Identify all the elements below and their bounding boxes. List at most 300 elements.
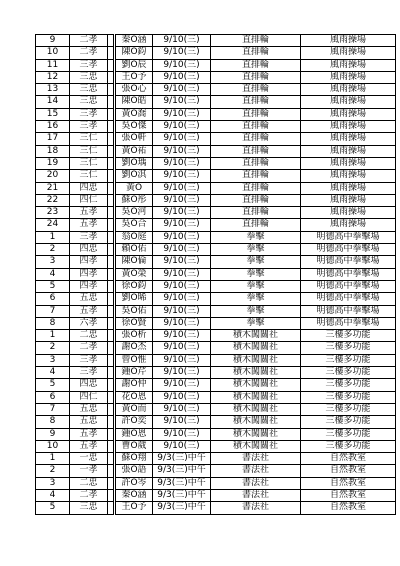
student-name: 黃O而 — [115, 403, 153, 415]
location: 風雨操場 — [301, 170, 396, 182]
table-row — [36, 71, 396, 83]
session-time: 9/10(三) — [153, 403, 211, 415]
class-cell: 五忠 — [70, 293, 108, 305]
class-cell: 四孝 — [70, 256, 108, 268]
location: 三樓多功能 — [301, 367, 396, 379]
table-row — [36, 96, 396, 108]
location: 三樓多功能 — [301, 391, 396, 403]
club-name: 積木闖關社 — [211, 403, 301, 415]
table-row — [36, 330, 396, 342]
club-name: 書法社 — [211, 502, 301, 514]
class-cell: 三孝 — [70, 59, 108, 71]
location: 風雨操場 — [301, 84, 396, 96]
location: 風雨操場 — [301, 59, 396, 71]
club-name: 積木闖關社 — [211, 354, 301, 366]
class-cell: 五孝 — [70, 440, 108, 452]
location: 明德高中拳擊場 — [301, 280, 396, 292]
table-row — [36, 244, 396, 256]
location: 明德高中拳擊場 — [301, 293, 396, 305]
row-number: 14 — [36, 96, 70, 108]
session-time: 9/10(三) — [153, 47, 211, 59]
club-name: 直排輪 — [211, 194, 301, 206]
row-number: 18 — [36, 145, 70, 157]
table-row — [36, 502, 396, 514]
separator-cell — [108, 391, 115, 403]
location: 明德高中拳擊場 — [301, 231, 396, 243]
student-name: 陳O鈞 — [115, 47, 153, 59]
row-number: 3 — [36, 256, 70, 268]
roster-table — [35, 34, 396, 515]
session-time: 9/3(三)中午 — [153, 453, 211, 465]
student-name: 曹O葳 — [115, 440, 153, 452]
row-number: 10 — [36, 440, 70, 452]
session-time: 9/10(三) — [153, 59, 211, 71]
student-name: 劉O晞 — [115, 293, 153, 305]
row-number: 8 — [36, 317, 70, 329]
club-name: 書法社 — [211, 453, 301, 465]
class-cell: 三忠 — [70, 96, 108, 108]
location: 明德高中拳擊場 — [301, 256, 396, 268]
class-cell: 一孝 — [70, 465, 108, 477]
separator-cell — [108, 354, 115, 366]
session-time: 9/10(三) — [153, 71, 211, 83]
class-cell: 三孝 — [70, 231, 108, 243]
table-row — [36, 170, 396, 182]
session-time: 9/10(三) — [153, 354, 211, 366]
class-cell: 四仁 — [70, 391, 108, 403]
table-row — [36, 231, 396, 243]
separator-cell — [108, 170, 115, 182]
student-name: 吳O合 — [115, 219, 153, 231]
student-name: 謝O杰 — [115, 342, 153, 354]
club-name: 積木闖關社 — [211, 416, 301, 428]
student-name: 秦O涵 — [115, 35, 153, 47]
location: 三樓多功能 — [301, 440, 396, 452]
row-number: 5 — [36, 280, 70, 292]
table-row — [36, 465, 396, 477]
row-number: 7 — [36, 305, 70, 317]
class-cell: 三仁 — [70, 157, 108, 169]
separator-cell — [108, 453, 115, 465]
class-cell: 三孝 — [70, 354, 108, 366]
session-time: 9/10(三) — [153, 219, 211, 231]
separator-cell — [108, 416, 115, 428]
student-name: 張O析 — [115, 330, 153, 342]
table-row — [36, 145, 396, 157]
separator-cell — [108, 330, 115, 342]
row-number: 6 — [36, 293, 70, 305]
table-row — [36, 84, 396, 96]
table-row — [36, 194, 396, 206]
table-row — [36, 108, 396, 120]
club-name: 拳擊 — [211, 317, 301, 329]
student-name: 劉O瑀 — [115, 157, 153, 169]
club-name: 書法社 — [211, 477, 301, 489]
separator-cell — [108, 84, 115, 96]
table-row — [36, 453, 396, 465]
table-row — [36, 305, 396, 317]
row-number: 3 — [36, 477, 70, 489]
location: 風雨操場 — [301, 145, 396, 157]
session-time: 9/10(三) — [153, 194, 211, 206]
row-number: 4 — [36, 268, 70, 280]
table-row — [36, 477, 396, 489]
class-cell: 三忠 — [70, 502, 108, 514]
session-time: 9/10(三) — [153, 268, 211, 280]
row-number: 7 — [36, 403, 70, 415]
student-name: 陳O倫 — [115, 256, 153, 268]
row-number: 2 — [36, 465, 70, 477]
row-number: 4 — [36, 489, 70, 501]
location: 風雨操場 — [301, 47, 396, 59]
class-cell: 一忠 — [70, 453, 108, 465]
table-row — [36, 379, 396, 391]
class-cell: 二孝 — [70, 489, 108, 501]
session-time: 9/10(三) — [153, 342, 211, 354]
row-number: 1 — [36, 330, 70, 342]
session-time: 9/10(三) — [153, 207, 211, 219]
club-name: 直排輪 — [211, 108, 301, 120]
class-cell: 三仁 — [70, 145, 108, 157]
separator-cell — [108, 305, 115, 317]
class-cell: 五孝 — [70, 305, 108, 317]
club-name: 直排輪 — [211, 170, 301, 182]
student-name: 蘇O翔 — [115, 453, 153, 465]
row-number: 15 — [36, 108, 70, 120]
separator-cell — [108, 194, 115, 206]
class-cell: 五忠 — [70, 403, 108, 415]
session-time: 9/10(三) — [153, 35, 211, 47]
row-number: 17 — [36, 133, 70, 145]
club-name: 直排輪 — [211, 182, 301, 194]
club-name: 直排輪 — [211, 133, 301, 145]
table-row — [36, 354, 396, 366]
location: 自然教室 — [301, 489, 396, 501]
roster-body — [36, 35, 396, 515]
student-name: 王O予 — [115, 71, 153, 83]
session-time: 9/10(三) — [153, 280, 211, 292]
separator-cell — [108, 342, 115, 354]
row-number: 12 — [36, 71, 70, 83]
separator-cell — [108, 96, 115, 108]
class-cell: 四孝 — [70, 280, 108, 292]
student-name: 張O心 — [115, 84, 153, 96]
table-row — [36, 219, 396, 231]
separator-cell — [108, 121, 115, 133]
session-time: 9/10(三) — [153, 293, 211, 305]
class-cell: 三孝 — [70, 367, 108, 379]
location: 風雨操場 — [301, 207, 396, 219]
location: 風雨操場 — [301, 121, 396, 133]
location: 明德高中拳擊場 — [301, 268, 396, 280]
separator-cell — [108, 59, 115, 71]
session-time: 9/10(三) — [153, 84, 211, 96]
table-row — [36, 59, 396, 71]
table-row — [36, 440, 396, 452]
row-number: 9 — [36, 428, 70, 440]
table-row — [36, 256, 396, 268]
table-row — [36, 317, 396, 329]
student-name: 賴O佑 — [115, 244, 153, 256]
session-time: 9/10(三) — [153, 317, 211, 329]
table-row — [36, 403, 396, 415]
row-number: 16 — [36, 121, 70, 133]
separator-cell — [108, 207, 115, 219]
location: 風雨操場 — [301, 194, 396, 206]
separator-cell — [108, 317, 115, 329]
separator-cell — [108, 293, 115, 305]
session-time: 9/10(三) — [153, 428, 211, 440]
row-number: 21 — [36, 182, 70, 194]
club-name: 書法社 — [211, 465, 301, 477]
table-row — [36, 121, 396, 133]
class-cell: 二忠 — [70, 330, 108, 342]
student-name: 黃O榮 — [115, 268, 153, 280]
student-name: 張O語 — [115, 465, 153, 477]
separator-cell — [108, 145, 115, 157]
session-time: 9/10(三) — [153, 157, 211, 169]
location: 明德高中拳擊場 — [301, 317, 396, 329]
class-cell: 三忠 — [70, 71, 108, 83]
club-name: 積木闖關社 — [211, 330, 301, 342]
student-name: 劉O淇 — [115, 170, 153, 182]
separator-cell — [108, 440, 115, 452]
separator-cell — [108, 244, 115, 256]
session-time: 9/10(三) — [153, 379, 211, 391]
student-name: 曾O惟 — [115, 354, 153, 366]
session-time: 9/10(三) — [153, 391, 211, 403]
location: 風雨操場 — [301, 108, 396, 120]
row-number: 3 — [36, 354, 70, 366]
student-name: 劉O辰 — [115, 59, 153, 71]
row-number: 9 — [36, 35, 70, 47]
club-name: 積木闖關社 — [211, 391, 301, 403]
club-name: 直排輪 — [211, 207, 301, 219]
session-time: 9/10(三) — [153, 121, 211, 133]
table-row — [36, 342, 396, 354]
class-cell: 四仁 — [70, 194, 108, 206]
session-time: 9/10(三) — [153, 305, 211, 317]
club-name: 直排輪 — [211, 157, 301, 169]
class-cell: 四孝 — [70, 268, 108, 280]
student-name: 吳O河 — [115, 207, 153, 219]
student-name: 陳O皓 — [115, 96, 153, 108]
separator-cell — [108, 108, 115, 120]
club-name: 直排輪 — [211, 71, 301, 83]
separator-cell — [108, 465, 115, 477]
location: 風雨操場 — [301, 157, 396, 169]
club-name: 直排輪 — [211, 219, 301, 231]
student-name: 鍾O恩 — [115, 428, 153, 440]
separator-cell — [108, 157, 115, 169]
row-number: 10 — [36, 47, 70, 59]
row-number: 8 — [36, 416, 70, 428]
row-number: 24 — [36, 219, 70, 231]
separator-cell — [108, 133, 115, 145]
club-name: 拳擊 — [211, 244, 301, 256]
class-cell: 二孝 — [70, 35, 108, 47]
club-name: 積木闖關社 — [211, 342, 301, 354]
club-name: 直排輪 — [211, 145, 301, 157]
location: 自然教室 — [301, 502, 396, 514]
separator-cell — [108, 182, 115, 194]
club-name: 拳擊 — [211, 293, 301, 305]
class-cell: 三仁 — [70, 170, 108, 182]
student-name: 黃O喬 — [115, 108, 153, 120]
class-cell: 二忠 — [70, 477, 108, 489]
class-cell: 三仁 — [70, 133, 108, 145]
session-time: 9/10(三) — [153, 244, 211, 256]
separator-cell — [108, 35, 115, 47]
session-time: 9/3(三)中午 — [153, 502, 211, 514]
session-time: 9/10(三) — [153, 367, 211, 379]
location: 風雨操場 — [301, 71, 396, 83]
separator-cell — [108, 280, 115, 292]
row-number: 5 — [36, 502, 70, 514]
club-name: 拳擊 — [211, 280, 301, 292]
row-number: 1 — [36, 453, 70, 465]
location: 風雨操場 — [301, 96, 396, 108]
class-cell: 六孝 — [70, 317, 108, 329]
separator-cell — [108, 477, 115, 489]
club-name: 積木闖關社 — [211, 379, 301, 391]
class-cell: 二孝 — [70, 342, 108, 354]
separator-cell — [108, 367, 115, 379]
club-name: 直排輪 — [211, 47, 301, 59]
row-number: 23 — [36, 207, 70, 219]
student-name: 徐O賢 — [115, 317, 153, 329]
session-time: 9/10(三) — [153, 440, 211, 452]
student-name: 黃O祐 — [115, 145, 153, 157]
separator-cell — [108, 231, 115, 243]
session-time: 9/10(三) — [153, 182, 211, 194]
table-row — [36, 268, 396, 280]
club-name: 書法社 — [211, 489, 301, 501]
table-row — [36, 293, 396, 305]
class-cell: 三忠 — [70, 84, 108, 96]
location: 明德高中拳擊場 — [301, 305, 396, 317]
club-name: 積木闖關社 — [211, 428, 301, 440]
location: 風雨操場 — [301, 35, 396, 47]
table-row — [36, 428, 396, 440]
row-number: 11 — [36, 59, 70, 71]
separator-cell — [108, 403, 115, 415]
session-time: 9/10(三) — [153, 170, 211, 182]
club-name: 拳擊 — [211, 305, 301, 317]
class-cell: 四忠 — [70, 379, 108, 391]
separator-cell — [108, 47, 115, 59]
student-name: 王O予 — [115, 502, 153, 514]
location: 明德高中拳擊場 — [301, 244, 396, 256]
location: 風雨操場 — [301, 219, 396, 231]
location: 三樓多功能 — [301, 416, 396, 428]
club-name: 直排輪 — [211, 59, 301, 71]
club-name: 直排輪 — [211, 84, 301, 96]
row-number: 4 — [36, 367, 70, 379]
club-name: 拳擊 — [211, 231, 301, 243]
session-time: 9/10(三) — [153, 256, 211, 268]
club-name: 直排輪 — [211, 96, 301, 108]
class-cell: 五孝 — [70, 219, 108, 231]
student-name: 謝O仲 — [115, 379, 153, 391]
student-name: 許O岑 — [115, 477, 153, 489]
table-row — [36, 47, 396, 59]
club-name: 直排輪 — [211, 121, 301, 133]
student-name: 黃O — [115, 182, 153, 194]
class-cell: 三孝 — [70, 108, 108, 120]
student-name: 許O奕 — [115, 416, 153, 428]
table-row — [36, 157, 396, 169]
location: 三樓多功能 — [301, 428, 396, 440]
session-time: 9/10(三) — [153, 145, 211, 157]
student-name: 蘇O彤 — [115, 194, 153, 206]
student-name: 花O恩 — [115, 391, 153, 403]
row-number: 6 — [36, 391, 70, 403]
separator-cell — [108, 219, 115, 231]
location: 自然教室 — [301, 465, 396, 477]
club-name: 積木闖關社 — [211, 367, 301, 379]
session-time: 9/10(三) — [153, 330, 211, 342]
session-time: 9/3(三)中午 — [153, 477, 211, 489]
class-cell: 二孝 — [70, 47, 108, 59]
location: 風雨操場 — [301, 133, 396, 145]
separator-cell — [108, 489, 115, 501]
table-row — [36, 207, 396, 219]
row-number: 5 — [36, 379, 70, 391]
separator-cell — [108, 379, 115, 391]
row-number: 1 — [36, 231, 70, 243]
location: 三樓多功能 — [301, 354, 396, 366]
student-name: 鍾O芹 — [115, 367, 153, 379]
separator-cell — [108, 268, 115, 280]
table-row — [36, 367, 396, 379]
class-cell: 五孝 — [70, 207, 108, 219]
class-cell: 五孝 — [70, 428, 108, 440]
student-name: 吳O佑 — [115, 305, 153, 317]
club-name: 拳擊 — [211, 268, 301, 280]
table-row — [36, 489, 396, 501]
table-row — [36, 182, 396, 194]
location: 三樓多功能 — [301, 342, 396, 354]
session-time: 9/10(三) — [153, 96, 211, 108]
student-name: 秦O涵 — [115, 489, 153, 501]
student-name: 吳O傑 — [115, 121, 153, 133]
row-number: 22 — [36, 194, 70, 206]
separator-cell — [108, 71, 115, 83]
club-name: 拳擊 — [211, 256, 301, 268]
row-number: 19 — [36, 157, 70, 169]
class-cell: 三孝 — [70, 121, 108, 133]
class-cell: 四忠 — [70, 182, 108, 194]
row-number: 2 — [36, 342, 70, 354]
session-time: 9/10(三) — [153, 133, 211, 145]
row-number: 2 — [36, 244, 70, 256]
student-name: 張O軒 — [115, 133, 153, 145]
location: 三樓多功能 — [301, 330, 396, 342]
row-number: 13 — [36, 84, 70, 96]
session-time: 9/3(三)中午 — [153, 465, 211, 477]
session-time: 9/10(三) — [153, 231, 211, 243]
table-row — [36, 280, 396, 292]
location: 風雨操場 — [301, 182, 396, 194]
location: 自然教室 — [301, 477, 396, 489]
student-name: 翁O庭 — [115, 231, 153, 243]
club-name: 直排輪 — [211, 35, 301, 47]
club-name: 積木闖關社 — [211, 440, 301, 452]
session-time: 9/10(三) — [153, 416, 211, 428]
location: 三樓多功能 — [301, 403, 396, 415]
table-row — [36, 35, 396, 47]
